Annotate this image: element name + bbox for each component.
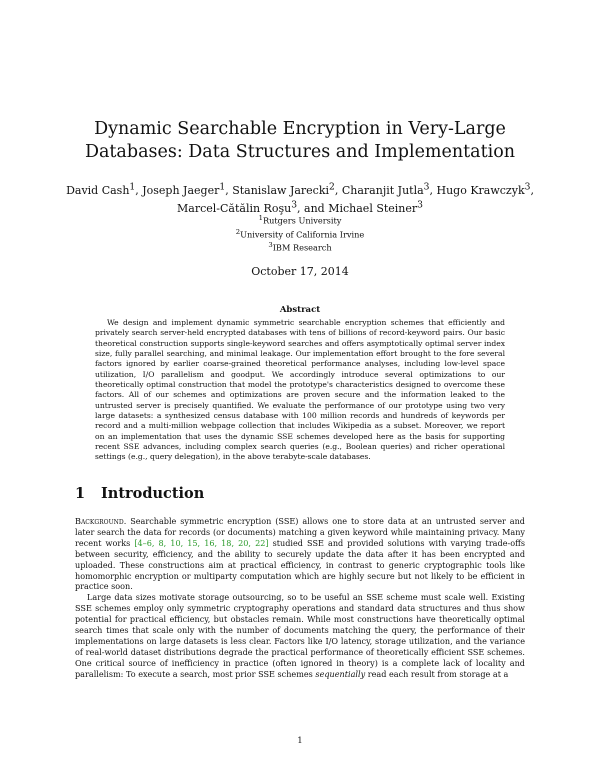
- author: Stanislaw Jarecki$^2$,: [232, 181, 342, 197]
- author: Marcel-Cătălin Roşu$^3$, and: [177, 199, 329, 215]
- author-list: [60, 180, 540, 216]
- section-heading: [75, 485, 204, 502]
- abstract-heading: Abstract: [279, 305, 321, 315]
- affiliation: $^1$Rutgers University: [258, 214, 342, 226]
- page-number: 1: [297, 736, 303, 746]
- author: Michael Steiner$^3$: [328, 199, 423, 215]
- paragraph: Large data sizes motivate storage outsourcing, so to be useful an SSE scheme must scale well. Existing SSE schemes employ only symmetric cryptography operations and standard data structures and thus show potential for practical efficiency, but obstacles remain. While most constructions have theoretically optimal search times that scale only with the number of documents matching the query, the performance of their implementations on large datasets is less clear. Factors like I/O latency, storage utilization, and the variance of real-world dataset distributions degrade the practical performance of theoretically efficient SSE schemes. One critical source of inefficiency in practice (often ignored in theory) is a complete lack of locality and parallelism: To execute a search, most prior SSE schemes sequentially read each result from storage at a: [75, 592, 525, 679]
- author: Charanjit Jutla$^3$,: [341, 181, 437, 197]
- paragraph-lead: Background.: [75, 516, 127, 526]
- paper-title: Dynamic Searchable Encryption in Very-Large Databases: Data Structures and Implementation: [84, 119, 516, 162]
- author: Hugo Krawczyk$^3$,: [436, 181, 534, 197]
- paragraph: Background. Searchable symmetric encryption (SSE) allows one to store data at an untrusted server and later search the data for records (or documents) matching a given keyword while maintaining privacy. Many recent works [4–6, 8, 10, 15, 16, 18, 20, 22] studied SSE and provided solutions with varying trade-offs between security, efficiency, and the ability to securely update the data after it has been encrypted and uploaded. These constructions aim at practical efficiency, in contrast to generic cryptographic tools like homomorphic encryption or multiparty computation which are highly secure but not likely to be efficient in practice soon.: [75, 516, 525, 592]
- affiliation: $^2$University of California Irvine: [235, 227, 365, 240]
- affiliation: $^3$IBM Research: [268, 241, 332, 254]
- section-title: Introduction: [101, 485, 205, 502]
- citation-link[interactable]: [4–6, 8, 10, 15, 16, 18, 20, 22]: [134, 537, 269, 548]
- section-number: 1: [75, 485, 86, 502]
- affiliation-list: [150, 213, 450, 254]
- paper-date: October 17, 2014: [251, 265, 349, 278]
- abstract-text: We design and implement dynamic symmetric searchable encryption schemes that efficiently and privately search server-held encrypted databases with tens of billions of record-keyword pairs. Our basic theoretical construction supports single-keyword searches and offers asymptotically optimal server index size, fully parallel searching, and minimal leakage. Our implementation effort brought to the fore several factors ignored by earlier coarse-grained theoretical performance analyses, including low-level space utilization, I/O parallelism and goodput. We accordingly introduce several optimizations to our theoretically optimal construction that model the prototype's characteristics designed to overcome these factors. All of our schemes and optimizations are proven secure and the information leaked to the untrusted server is precisely quantified. We evaluate the performance of our prototype using two very large datasets: a synthesized census database with 100 million records and hundreds of keywords per record and a multi-million webpage collection that includes Wikipedia as a subset. Moreover, we report on an implementation that uses the dynamic SSE schemes developed here as the basis for supporting recent SSE advances, including complex search queries (e.g., Boolean queries) and richer operational settings (e.g., query delegation), in the above terabyte-scale databases.: [95, 318, 505, 462]
- body-text: [75, 516, 525, 680]
- author: David Cash$^1$,: [66, 181, 143, 197]
- author: Joseph Jaeger$^1$,: [142, 181, 233, 197]
